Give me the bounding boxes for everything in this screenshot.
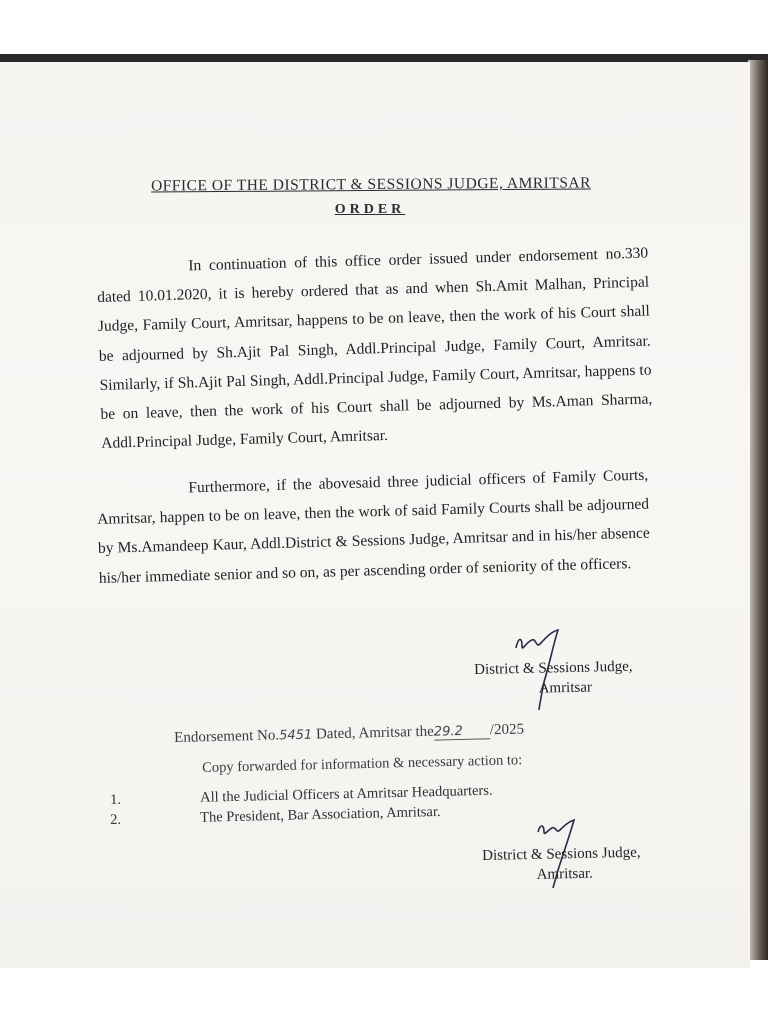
signature-place: Amritsar.: [536, 865, 594, 883]
endorsement-prefix: Endorsement No.: [174, 727, 280, 746]
order-paragraph-1: In continuation of this office order issued under endorsement no.330 dated 10.01.2020, it is hereby ordered that as and when Sh.Amit Malhan, Principal Judge, Family Court, Amritsar, happens to be on leave, then the work of his Court shall be adjourned by Sh.Ajit Pal Singh, Addl.Principal Judge, Family Court, Amritsar. Similarly, if Sh.Ajit Pal Singh, Addl.Principal Judge, Family Court, Amritsar, happens to be on leave, then the work of his Court shall be adjourned by Ms.Aman Sharma, Addl.Principal Judge, Family Court, Amritsar.: [96, 244, 653, 453]
signature-designation: District & Sessions Judge,: [482, 844, 641, 864]
endorsement-year: /2025: [489, 721, 525, 739]
copy-forwarded-line: Copy forwarded for information & necessary action to:: [202, 752, 523, 776]
list-item-text: The President, Bar Association, Amritsar.: [199, 803, 441, 826]
signature-designation: District & Sessions Judge,: [474, 658, 633, 678]
signature-block-1: [474, 657, 633, 700]
office-heading: OFFICE OF THE DISTRICT & SESSIONS JUDGE, AMRITSAR: [150, 174, 592, 195]
top-margin: [0, 0, 768, 54]
bottom-margin: [0, 968, 768, 1024]
list-item-number: 1.: [110, 791, 122, 808]
page-right-edge: [748, 60, 768, 960]
signature-block-2: [482, 843, 641, 886]
order-title: ORDER: [334, 202, 406, 217]
endorsement-number: 5451: [278, 727, 313, 744]
list-item-number: 2.: [110, 811, 122, 828]
endorsement-date: 29.2: [434, 723, 490, 740]
signature-place: Amritsar: [538, 679, 593, 697]
order-paragraph-2: Furthermore, if the abovesaid three judicial officers of Family Courts, Amritsar, happen to be on leave, then the work of said Family Courts shall be adjourned by Ms.Amandeep Kaur, Addl.District & Sessions Judge, Amritsar and in his/her absence his/her immediate senior and so on, as per ascending order of seniority of the officers.: [96, 466, 651, 587]
endorsement-dated-label: Dated, Amritsar the: [315, 723, 435, 743]
list-item-text: All the Judicial Officers at Amritsar Headquarters.: [199, 782, 493, 806]
